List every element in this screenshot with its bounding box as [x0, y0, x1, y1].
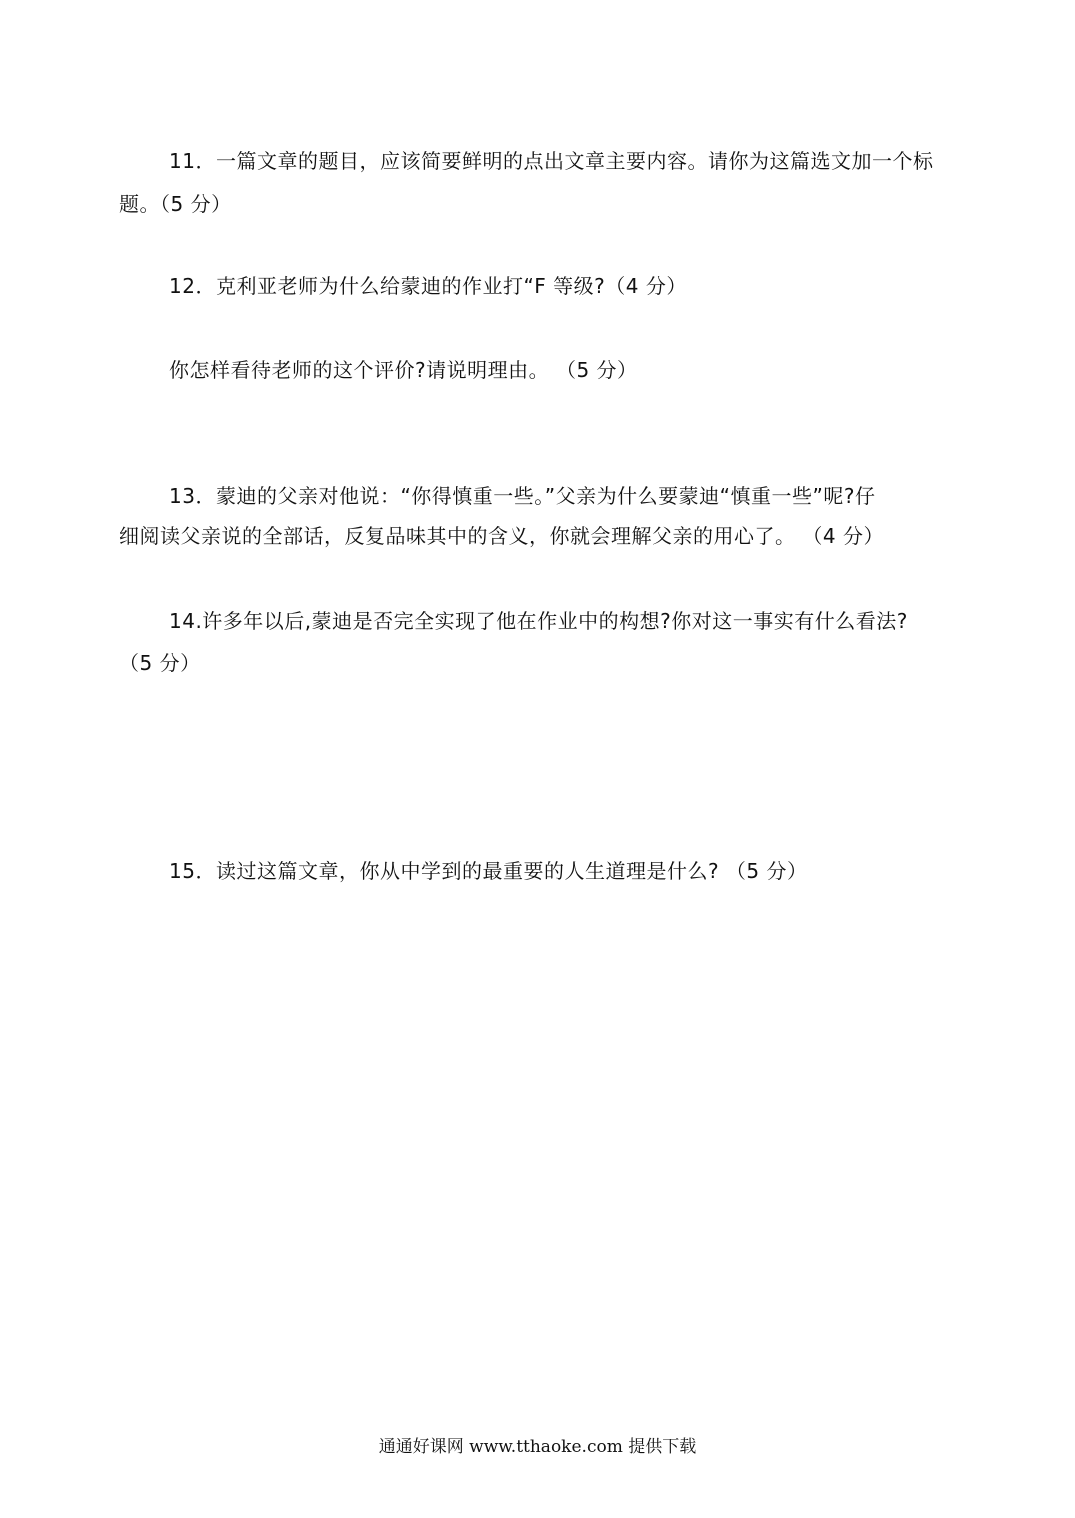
question-12-line-1: 12．克利亚老师为什么给蒙迪的作业打“F 等级?（4 分）	[169, 274, 687, 298]
question-14-line-1: 14.许多年以后,蒙迪是否完全实现了他在作业中的构想?你对这一事实有什么看法?	[169, 609, 908, 633]
question-13-line-1: 13．蒙迪的父亲对他说：“你得慎重一些。”父亲为什么要蒙迪“慎重一些”呢?仔	[169, 484, 876, 508]
question-11-line-1: 11．一篇文章的题目，应该简要鲜明的点出文章主要内容。请你为这篇选文加一个标	[169, 149, 934, 173]
question-13-line-2: 细阅读父亲说的全部话，反复品味其中的含义，你就会理解父亲的用心了。 （4 分）	[119, 524, 884, 548]
page-footer: 通通好课网 www.tthaoke.com 提供下载	[378, 1437, 697, 1457]
question-15-line-1: 15．读过这篇文章，你从中学到的最重要的人生道理是什么? （5 分）	[169, 859, 808, 883]
question-11-line-2: 题。（5 分）	[119, 192, 232, 216]
question-12-follow-up-line-1: 你怎样看待老师的这个评价?请说明理由。 （5 分）	[169, 358, 638, 382]
question-14-line-2: （5 分）	[119, 651, 201, 675]
